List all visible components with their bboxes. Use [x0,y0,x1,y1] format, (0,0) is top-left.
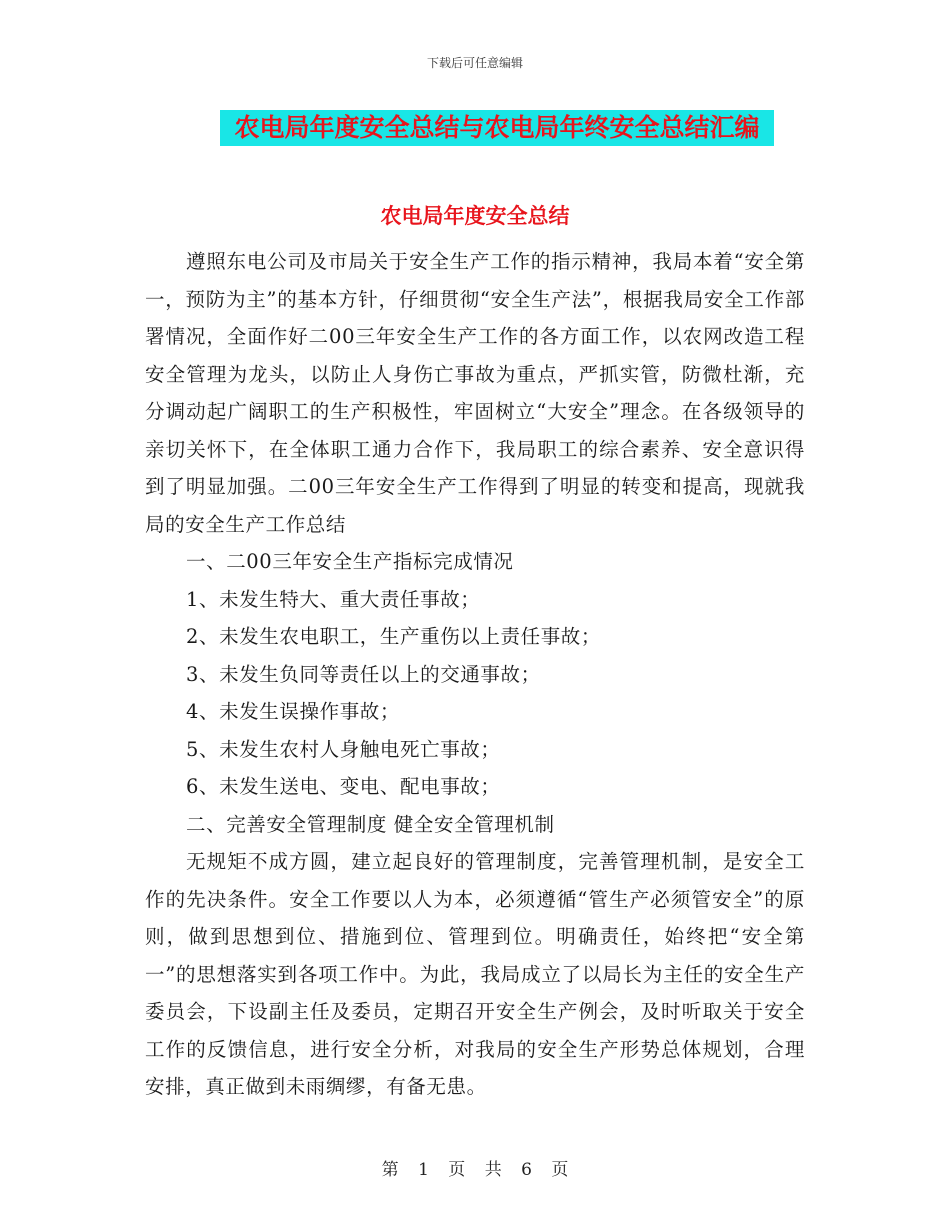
paragraph: 无规矩不成方圆，建立起良好的管理制度，完善管理机制，是安全工作的先决条件。安全工作要以人为本，必须遵循“管生产必须管安全”的原则，做到思想到位、措施到位、管理到位。明确责任，始终把“安全第一”的思想落实到各项工作中。为此，我局成立了以局长为主任的安全生产委员会，下设副主任及委员，定期召开安全生产例会，及时听取关于安全工作的反馈信息，进行安全分析，对我局的安全生产形势总体规划，合理安排，真正做到未雨绸缪，有备无患。 [145,850,805,1098]
list-item: 2、未发生农电职工，生产重伤以上责任事故； [186,625,602,648]
footer-page-unit: 页 [448,1160,466,1180]
list-item: 1、未发生特大、重大责任事故； [186,587,481,611]
footer-total-unit: 页 [551,1160,569,1180]
document-title: 农电局年度安全总结与农电局年终安全总结汇编 [220,110,774,146]
list-item: 5、未发生农村人身触电死亡事故； [186,737,501,761]
total-pages: 6 [521,1160,532,1180]
paragraph: 遵照东电公司及市局关于安全生产工作的指示精神，我局本着“安全第一，预防为主”的基本方针，仔细贯彻“安全生产法”，根据我局安全工作部署情况，全面作好二00三年安全生产工作的各方面工作，以农网改造工程安全管理为龙头，以防止人身伤亡事故为重点，严抓实管，防微杜渐，充分调动起广阔职工的生产积极性，牢固树立“大安全”理念。在各级领导的亲切关怀下，在全体职工通力合作下，我局职工的综合素养、安全意识得到了明显加强。二00三年安全生产工作得到了明显的转变和提高，现就我局的安全生产工作总结 [145,250,805,536]
body-text [145,243,805,1106]
footer-total-prefix: 共 [484,1160,502,1180]
page-number: 1 [418,1160,429,1180]
paragraph: 一、二00三年安全生产指标完成情况 [186,550,514,573]
list-item: 6、未发生送电、变电、配电事故； [186,775,501,798]
paragraph: 二、完善安全管理制度 健全安全管理机制 [186,812,555,836]
page-footer [0,1155,950,1180]
section-title: 农电局年度安全总结 [380,203,570,228]
header-note: 下载后可任意编辑 [426,56,523,70]
list-item: 3、未发生负同等责任以上的交通事故； [186,662,541,686]
list-item: 4、未发生误操作事故； [186,700,401,723]
footer-prefix: 第 [381,1160,399,1180]
